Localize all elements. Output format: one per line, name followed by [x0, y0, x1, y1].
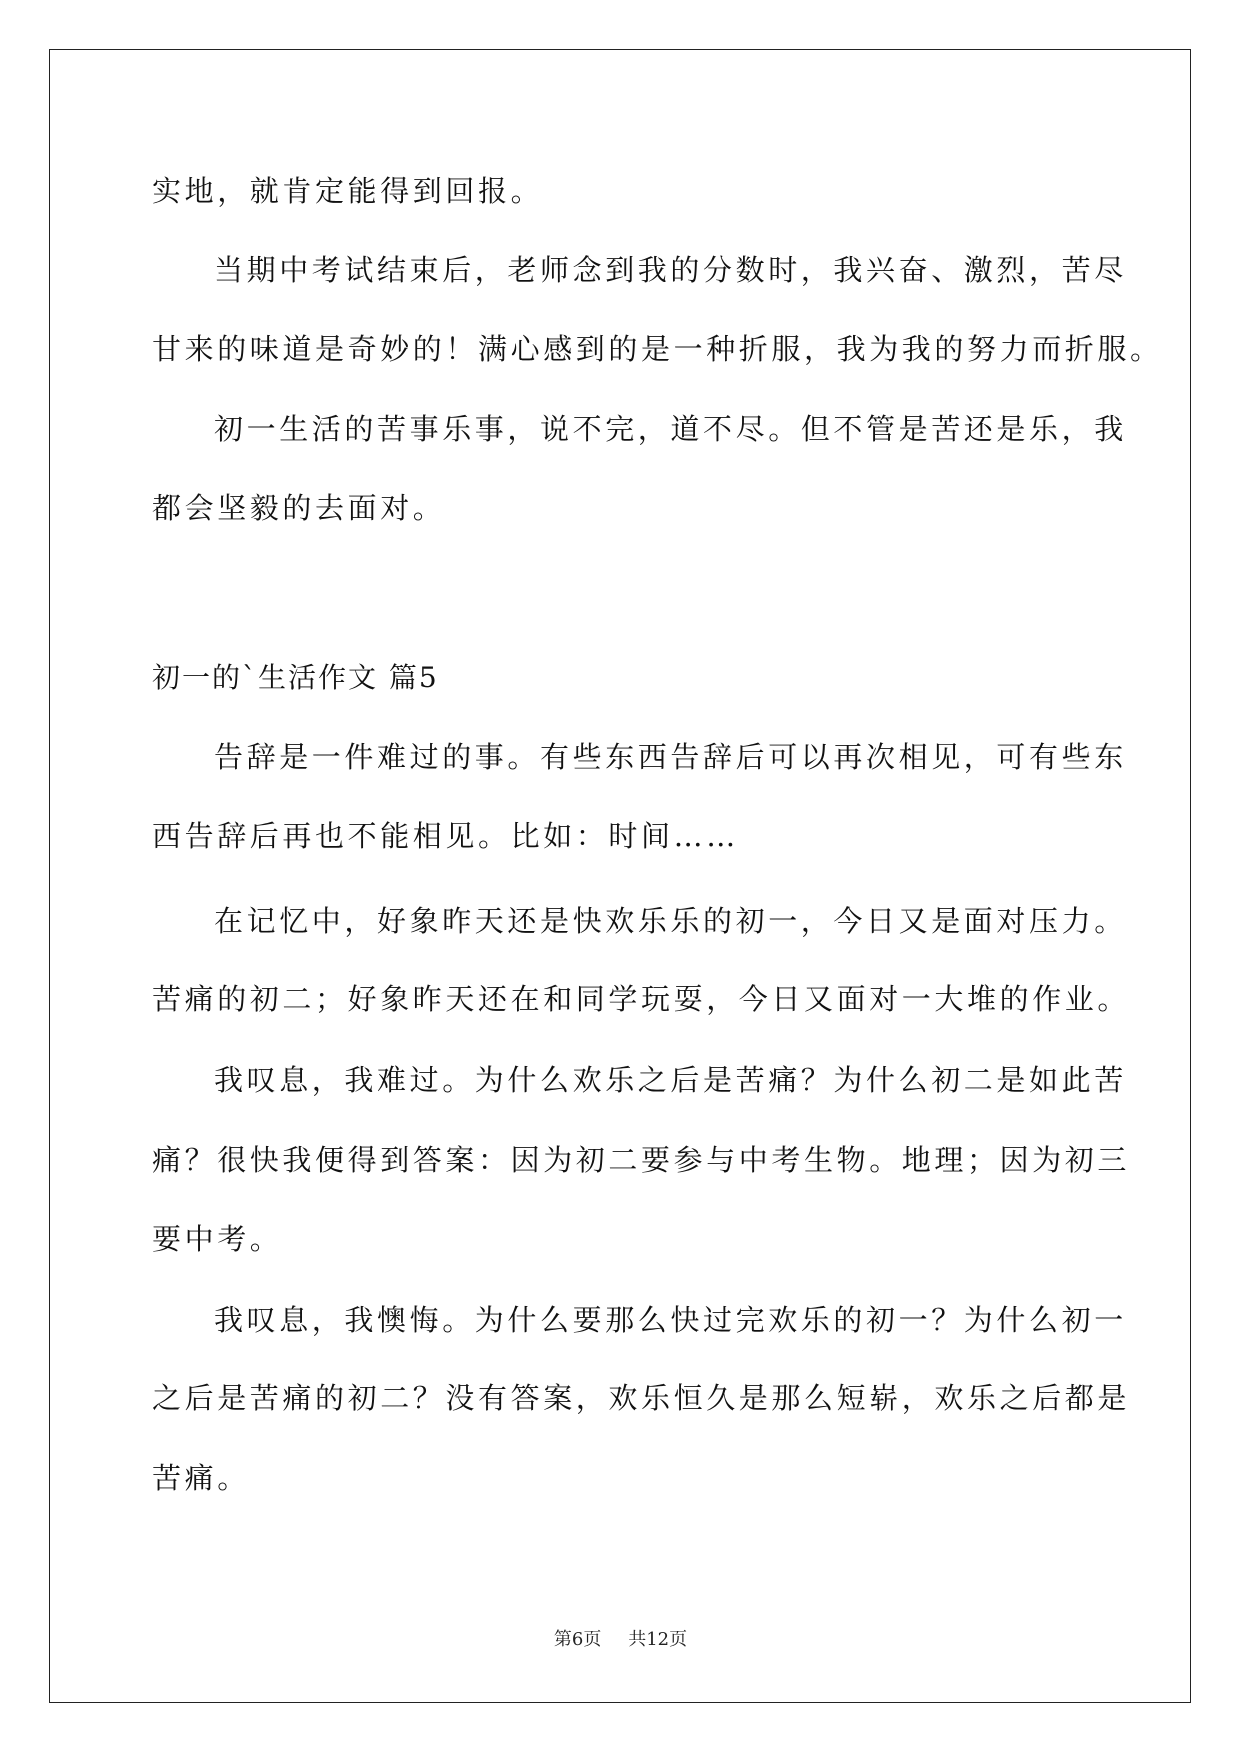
paragraph-line: 当期中考试结束后，老师念到我的分数时，我兴奋、激烈，苦尽 — [214, 253, 1127, 287]
paragraph-line: 苦痛。 — [152, 1461, 250, 1495]
paragraph-line: 要中考。 — [152, 1222, 283, 1256]
paragraph-line: 实地，就肯定能得到回报。 — [152, 174, 544, 208]
page-number: 第6页 — [553, 1629, 602, 1650]
paragraph-line: 痛？很快我便得到答案：因为初二要参与中考生物。地理；因为初三 — [152, 1143, 1131, 1177]
paragraph-line: 苦痛的初二；好象昨天还在和同学玩耍，今日又面对一大堆的作业。 — [152, 982, 1131, 1016]
paragraph-line: 在记忆中，好象昨天还是快欢乐乐的初一，今日又是面对压力。 — [214, 904, 1127, 938]
section-heading: 初一的`生活作文 篇5 — [152, 661, 439, 694]
paragraph-line: 告辞是一件难过的事。有些东西告辞后可以再次相见，可有些东 — [214, 740, 1127, 774]
paragraph-line: 初一生活的苦事乐事，说不完，道不尽。但不管是苦还是乐，我 — [214, 412, 1127, 446]
paragraph-line: 甘来的味道是奇妙的！满心感到的是一种折服，我为我的努力而折服。 — [152, 332, 1163, 366]
paragraph-line: 我叹息，我懊悔。为什么要那么快过完欢乐的初一？为什么初一 — [214, 1303, 1127, 1337]
page-total: 共12页 — [628, 1629, 688, 1650]
page-footer — [0, 1625, 1241, 1651]
paragraph-line: 都会坚毅的去面对。 — [152, 491, 446, 525]
paragraph-line: 我叹息，我难过。为什么欢乐之后是苦痛？为什么初二是如此苦 — [214, 1063, 1127, 1097]
page-border — [49, 49, 1191, 1703]
paragraph-line: 之后是苦痛的初二？没有答案，欢乐恒久是那么短崭，欢乐之后都是 — [152, 1381, 1131, 1415]
paragraph-line: 西告辞后再也不能相见。比如：时间…… — [152, 819, 739, 853]
